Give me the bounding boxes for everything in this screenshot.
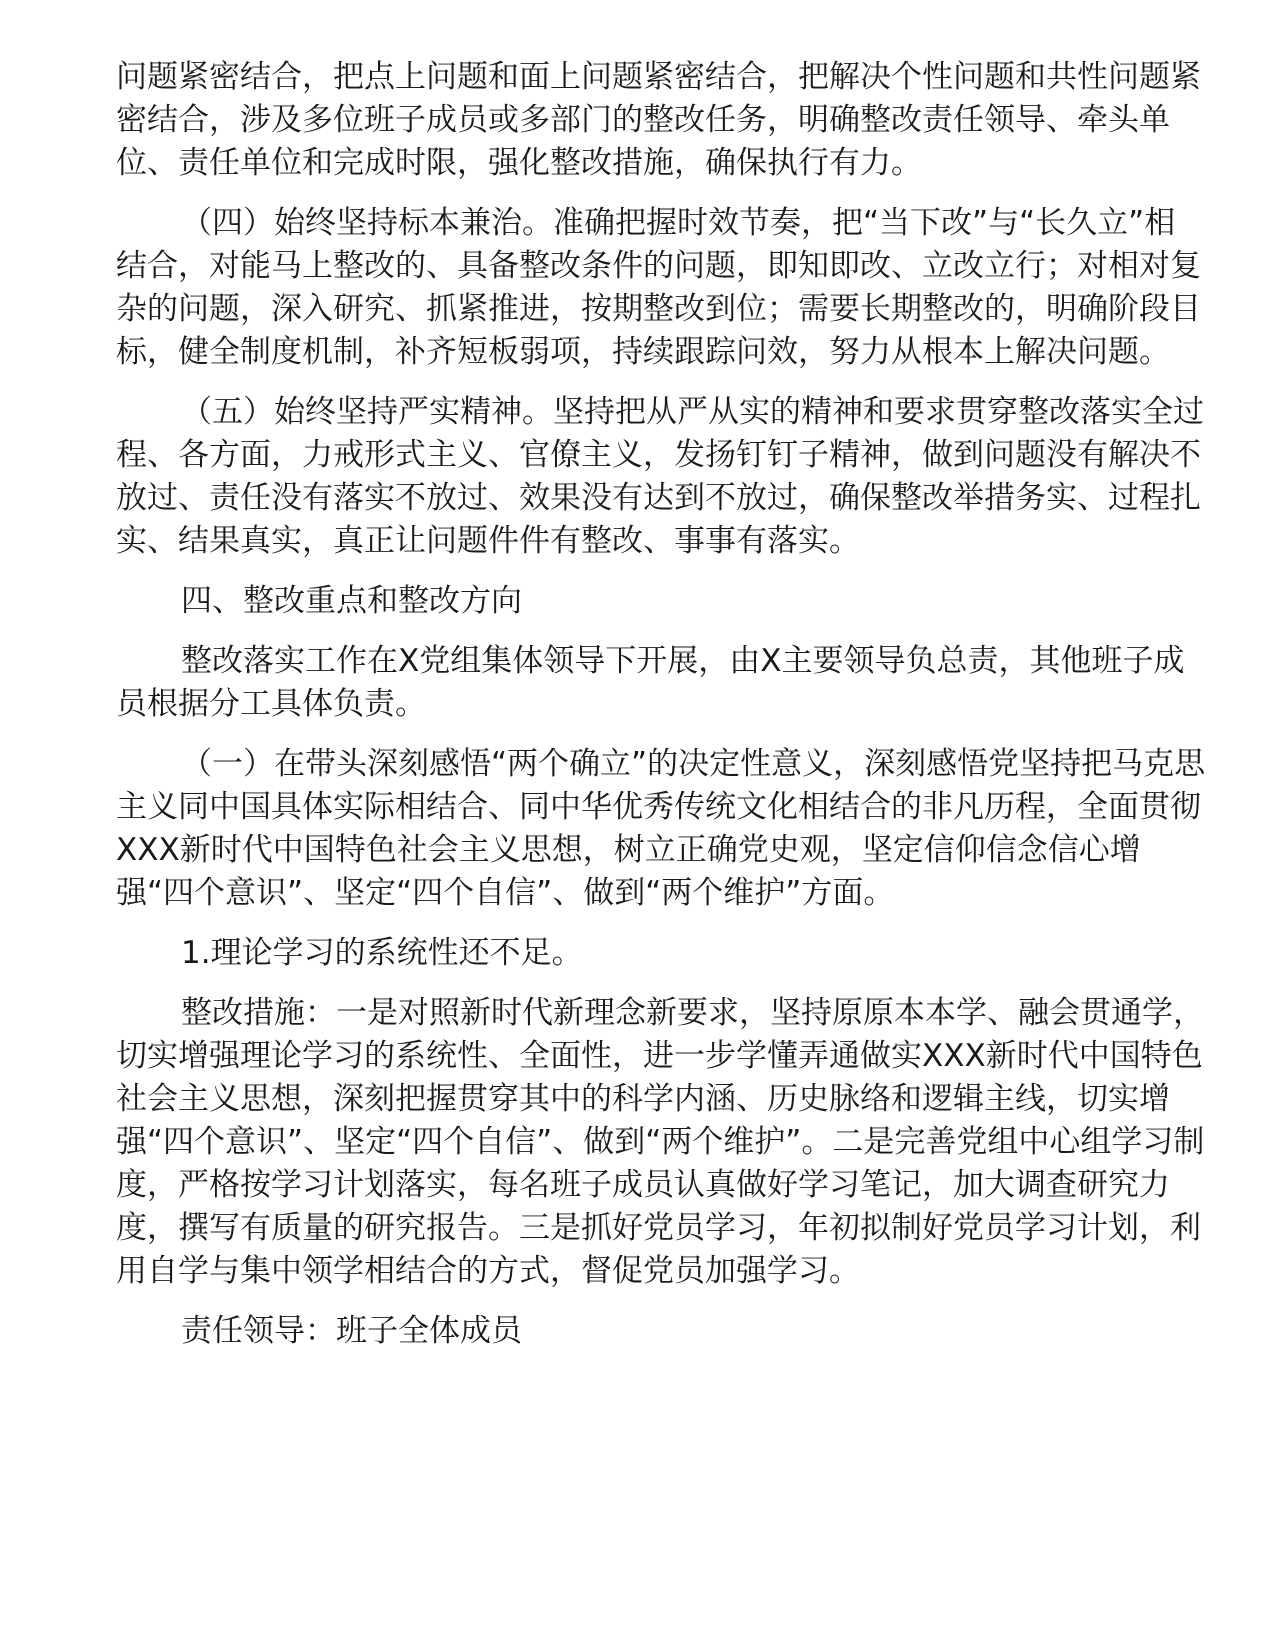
paragraph-continuation: 问题紧密结合，把点上问题和面上问题紧密结合，把解决个性问题和共性问题紧密结合，涉及多位班子成员或多部门的整改任务，明确整改责任领导、牵头单位、责任单位和完成时限，强化整改措施，确保执行有力。 [116,59,1201,181]
section-heading: 四、整改重点和整改方向 [181,583,522,619]
paragraph-section-5: （五）始终坚持严实精神。坚持把从严从实的精神和要求贯穿整改落实全过程、各方面，力戒形式主义、官僚主义，发扬钉钉子精神，做到问题没有解决不放过、责任没有落实不放过、效果没有达到不放过，确保整改举措务实、过程扎实、结果真实，真正让问题件件有整改、事事有落实。 [116,394,1204,559]
paragraph-measures: 整改措施：一是对照新时代新理念新要求，坚持原原本本学、融会贯通学，切实增强理论学习的系统性、全面性，进一步学懂弄通做实XXX新时代中国特色社会主义思想，深刻把握贯穿其中的科学内涵、历史脉络和逻辑主线，切实增强“四个意识”、坚定“四个自信”、做到“两个维护”。二是完善党组中心组学习制度，严格按学习计划落实，每名班子成员认真做好学习笔记，加大调查研究力度，撰写有质量的研究报告。三是抓好党员学习，年初拟制好党员学习计划，利用自学与集中领学相结合的方式，督促党员加强学习。 [116,995,1205,1289]
paragraph-responsible: 责任领导：班子全体成员 [181,1313,522,1349]
paragraph-item-1: （一）在带头深刻感悟“两个确立”的决定性意义，深刻感悟党坚持把马克思主义同中国具体实际相结合、同中华优秀传统文化相结合的非凡历程，全面贯彻XXX新时代中国特色社会主义思想，树立正确党史观，坚定信仰信念信心增强“四个意识”、坚定“四个自信”、做到“两个维护”方面。 [116,746,1206,911]
paragraph-subitem-1: 1.理论学习的系统性还不足。 [181,935,583,971]
paragraph-section-4: （四）始终坚持标本兼治。准确把握时效节奏，把“当下改”与“长久立”相结合，对能马上整改的、具备整改条件的问题，即知即改、立改立行；对相对复杂的问题，深入研究、抓紧推进，按期整改到位；需要长期整改的，明确阶段目标，健全制度机制，补齐短板弱项，持续跟踪问效，努力从根本上解决问题。 [116,205,1201,370]
document-body [116,56,1206,1370]
paragraph-leadership: 整改落实工作在X党组集体领导下开展，由X主要领导负总责，其他班子成员根据分工具体负责。 [116,643,1185,722]
